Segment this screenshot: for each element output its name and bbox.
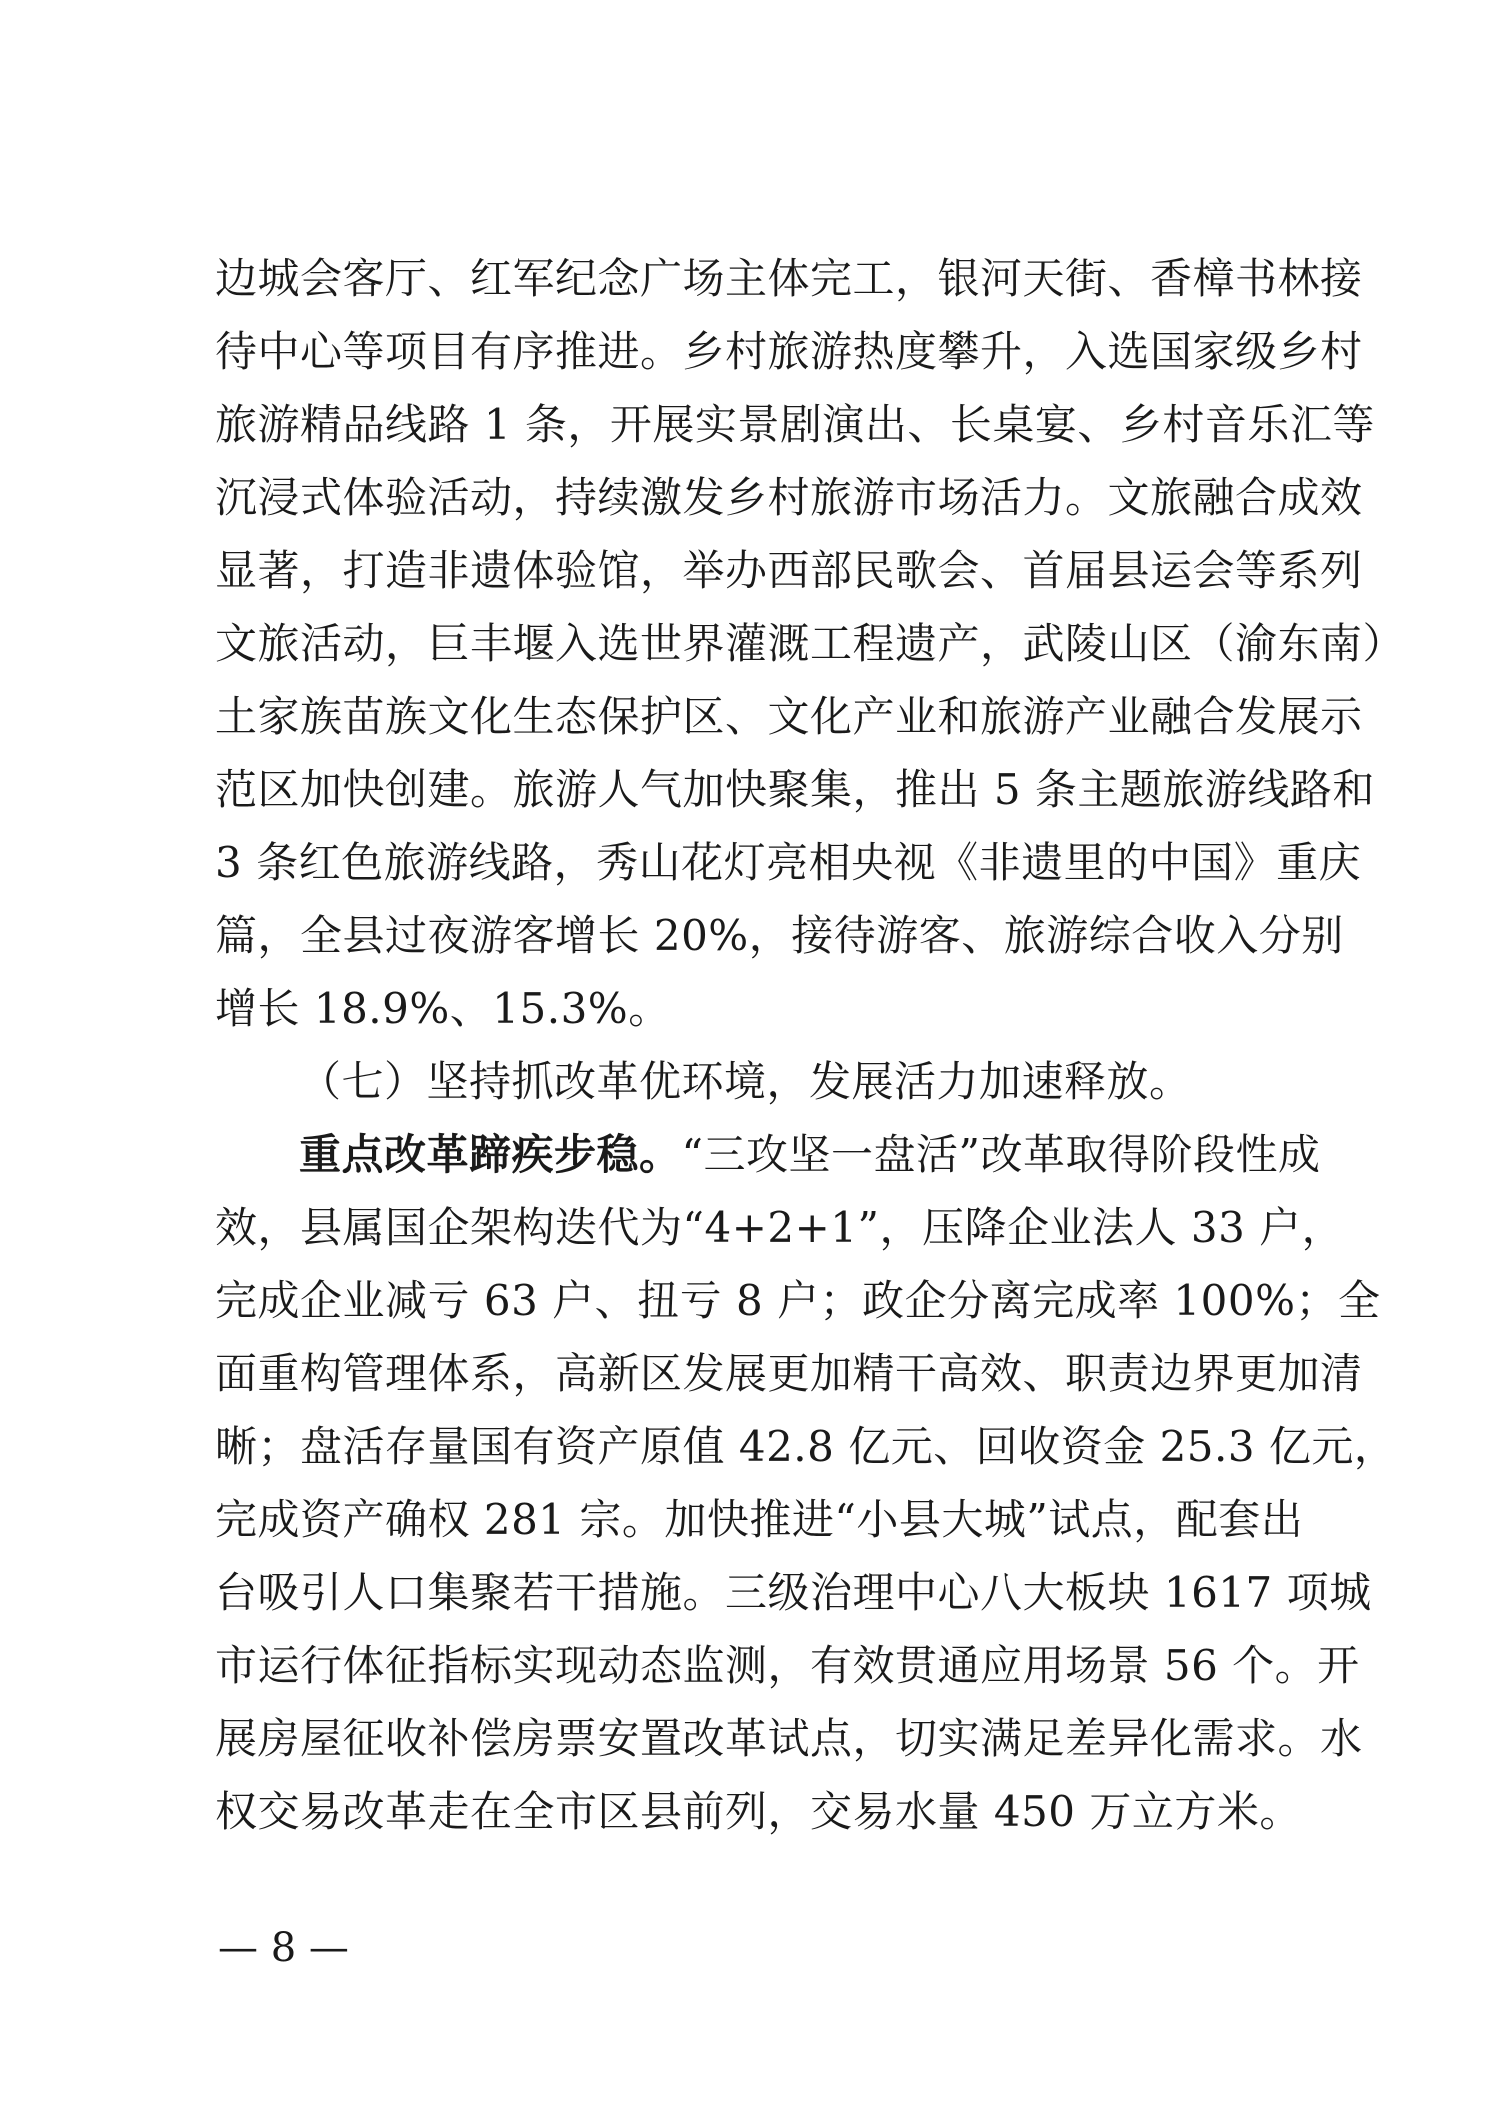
paragraph-tourism xyxy=(215,242,1406,1045)
text-line: 完成企业减亏 63 户、扭亏 8 户；政企分离完成率 100%；全 xyxy=(215,1276,1381,1325)
text-line: 面重构管理体系，高新区发展更加精干高效、职责边界更加清 xyxy=(215,1349,1363,1398)
text-line: 台吸引人口集聚若干措施。三级治理中心八大板块 1617 项城 xyxy=(215,1568,1372,1617)
text-line: 待中心等项目有序推进。乡村旅游热度攀升，入选国家级乡村 xyxy=(215,327,1363,376)
page-number: — 8 — xyxy=(218,1925,349,1971)
text-line-rest: “三攻坚一盘活”改革取得阶段性成 xyxy=(681,1130,1321,1179)
lead-bold-phrase: 重点改革蹄疾步稳。 xyxy=(299,1130,682,1179)
text-line: 范区加快创建。旅游人气加快聚集，推出 5 条主题旅游线路和 xyxy=(215,765,1375,814)
section-heading: （七）坚持抓改革优环境，发展活力加速释放。 xyxy=(299,1057,1192,1106)
text-line: 展房屋征收补偿房票安置改革试点，切实满足差异化需求。水 xyxy=(215,1714,1363,1763)
text-line: 权交易改革走在全市区县前列，交易水量 450 万立方米。 xyxy=(215,1787,1302,1836)
text-line: 土家族苗族文化生态保护区、文化产业和旅游产业融合发展示 xyxy=(215,692,1363,741)
text-line: 显著，打造非遗体验馆，举办西部民歌会、首届县运会等系列 xyxy=(215,546,1363,595)
text-line: 市运行体征指标实现动态监测，有效贯通应用场景 56 个。开 xyxy=(215,1641,1360,1690)
text-line: 晰；盘活存量国有资产原值 42.8 亿元、回收资金 25.3 亿元， xyxy=(215,1422,1397,1471)
text-line: 沉浸式体验活动，持续激发乡村旅游市场活力。文旅融合成效 xyxy=(215,473,1363,522)
text-line: 效，县属国企架构迭代为“4+2+1”，压降企业法人 33 户， xyxy=(215,1203,1345,1252)
text-line: 边城会客厅、红军纪念广场主体完工，银河天街、香樟书林接 xyxy=(215,254,1363,303)
text-line: 增长 18.9%、15.3%。 xyxy=(215,984,671,1033)
text-line: 3 条红色旅游线路，秀山花灯亮相央视《非遗里的中国》重庆 xyxy=(215,838,1362,887)
text-line: 旅游精品线路 1 条，开展实景剧演出、长桌宴、乡村音乐汇等 xyxy=(215,400,1375,449)
body-text xyxy=(215,242,1406,1848)
text-line xyxy=(215,1118,1321,1191)
text-line: 文旅活动，巨丰堰入选世界灌溉工程遗产，武陵山区（渝东南） xyxy=(215,619,1406,668)
paragraph-reform xyxy=(215,1118,1397,1848)
text-line: 完成资产确权 281 宗。加快推进“小县大城”试点，配套出 xyxy=(215,1495,1304,1544)
text-line: 篇，全县过夜游客增长 20%，接待游客、旅游综合收入分别 xyxy=(215,911,1344,960)
